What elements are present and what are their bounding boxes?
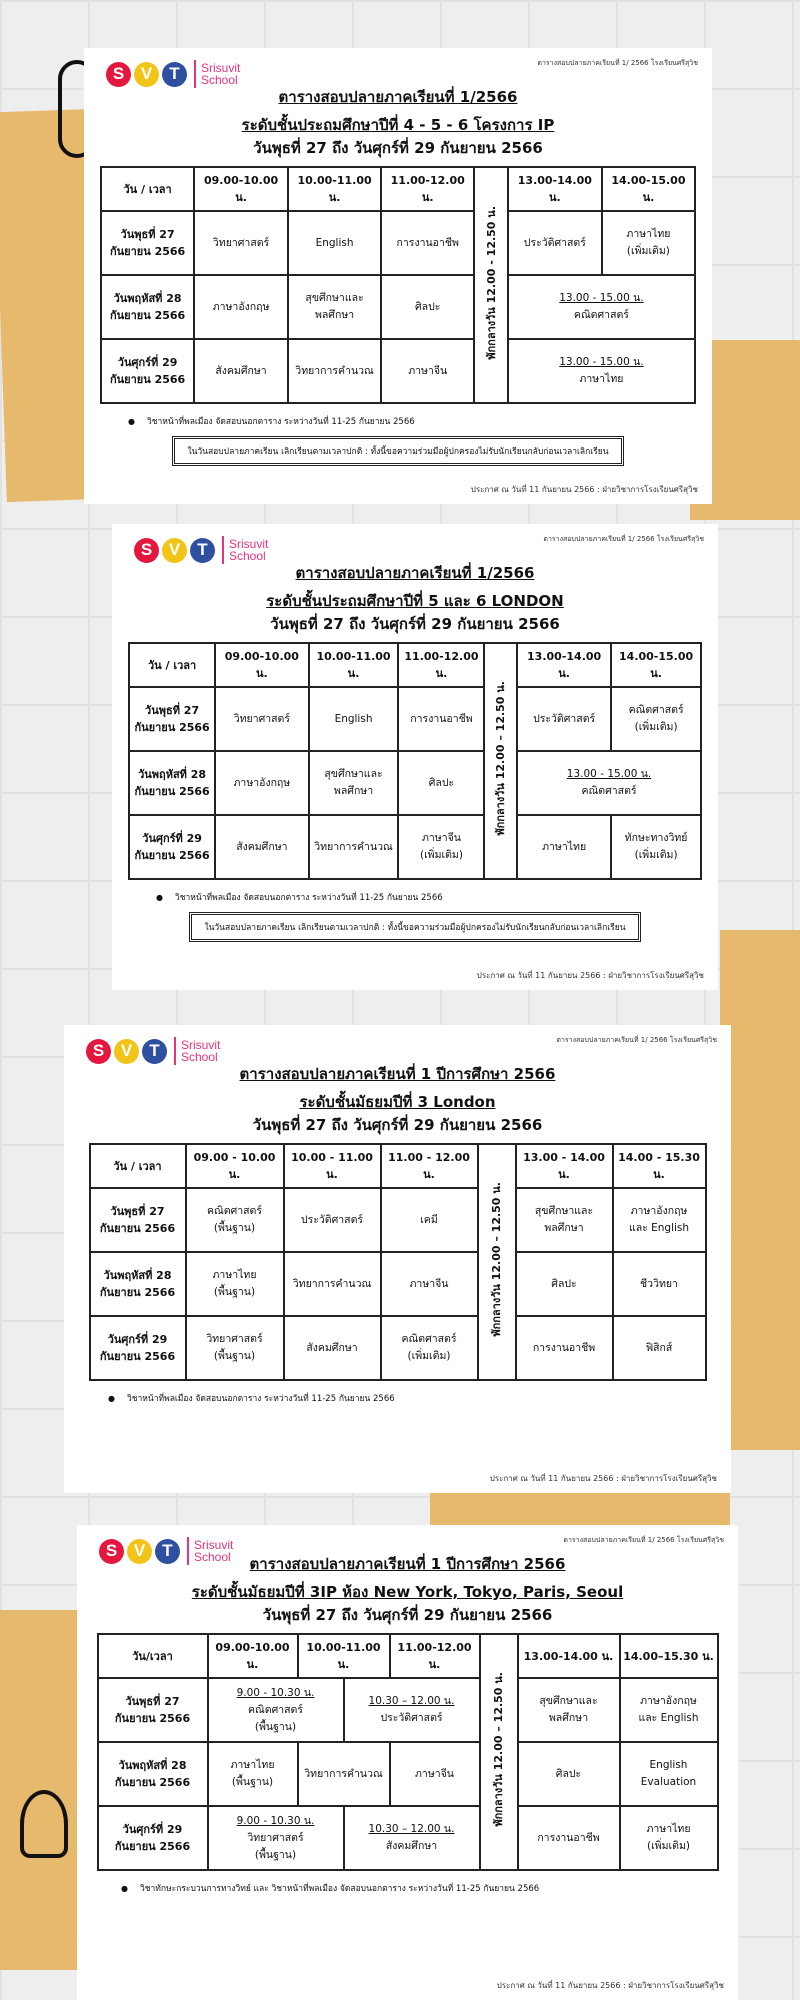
header-cell: 10.00 - 11.00 น. bbox=[284, 1144, 381, 1188]
table-row bbox=[98, 1678, 718, 1742]
subject-line: วิทยาการคำนวณ bbox=[295, 364, 374, 377]
header-cell: 10.00-11.00 น. bbox=[288, 167, 381, 211]
subject-cell bbox=[398, 815, 484, 879]
lunch-break-cell bbox=[480, 1634, 518, 1870]
exam-time: 10.30 – 12.00 น. bbox=[368, 1695, 455, 1707]
exam-time: 9.00 - 10.30 น. bbox=[236, 1814, 315, 1827]
subject-cell bbox=[611, 687, 701, 751]
subject-cell bbox=[516, 1252, 613, 1316]
subject-line: สุขศึกษาและ bbox=[324, 768, 383, 780]
subject-line: และ English bbox=[628, 1222, 690, 1234]
tape-decoration bbox=[720, 930, 800, 1450]
logo-letter: T bbox=[190, 538, 215, 563]
dismissal-notice: ในวันสอบปลายภาคเรียน เลิกเรียนตามเวลาปกติ : ทั้งนี้ขอความร่วมมือผู้ปกครองไม่รับนักเรียนกลับก่อนเวลาเลิกเรียน bbox=[189, 912, 640, 942]
header-cell: 10.00-11.00 น. bbox=[298, 1634, 390, 1678]
subject-line: คณิตศาสตร์ bbox=[628, 704, 684, 716]
subject-line: (เพิ่มเติม) bbox=[634, 849, 678, 861]
subject-cell bbox=[517, 751, 701, 815]
lunch-break-label: พักกลางวัน 12.00 – 12.50 น. bbox=[494, 681, 508, 836]
header-cell: 13.00-14.00 น. bbox=[517, 643, 611, 687]
logo-name-line2: School bbox=[194, 1550, 231, 1564]
schedule-card bbox=[112, 524, 718, 990]
subject-line: ทักษะทางวิทย์ bbox=[624, 832, 688, 844]
subject-cell bbox=[611, 815, 701, 879]
subject-cell bbox=[398, 751, 484, 815]
subject-cell bbox=[518, 1742, 620, 1806]
subject-line: (เพิ่มเติม) bbox=[407, 1350, 451, 1362]
subject-line: สังคมศึกษา bbox=[306, 1341, 358, 1354]
day-label-line: กันยายน 2566 bbox=[99, 1222, 176, 1235]
header-cell: 14.00-15.00 น. bbox=[602, 167, 695, 211]
day-cell bbox=[129, 687, 215, 751]
subject-cell bbox=[381, 275, 474, 339]
school-logo bbox=[106, 60, 240, 88]
subject-line: วิทยาการคำนวณ bbox=[292, 1277, 372, 1290]
table-header-row bbox=[98, 1634, 718, 1678]
logo-name bbox=[229, 538, 268, 562]
exam-time: 9.00 - 10.30 น. bbox=[236, 1686, 315, 1699]
header-cell: 11.00-12.00 น. bbox=[381, 167, 474, 211]
subject-cell bbox=[620, 1806, 718, 1870]
day-label-line: กันยายน 2566 bbox=[114, 1712, 191, 1725]
school-logo bbox=[99, 1537, 233, 1565]
subject-line: วิทยาศาสตร์ bbox=[212, 236, 270, 249]
schedule-card bbox=[84, 48, 712, 504]
school-logo bbox=[86, 1037, 220, 1065]
schedule-date-range: วันพุธที่ 27 ถึง วันศุกร์ที่ 29 กันยายน 2566 bbox=[252, 1116, 543, 1134]
subject-line: (พื้นฐาน) bbox=[254, 1720, 297, 1733]
header-caption: ตารางสอบปลายภาคเรียนที่ 1/ 2566 โรงเรียนศรีสุวิช bbox=[563, 1536, 724, 1544]
header-cell: วัน / เวลา bbox=[90, 1144, 186, 1188]
schedule-card bbox=[64, 1025, 731, 1493]
table-row bbox=[101, 339, 695, 403]
header-cell: 13.00-14.00 น. bbox=[508, 167, 602, 211]
subject-line: วิทยาศาสตร์ bbox=[233, 712, 291, 725]
exam-time: 13.00 - 15.00 น. bbox=[559, 356, 644, 368]
subject-line: สังคมศึกษา bbox=[385, 1840, 438, 1852]
day-cell bbox=[101, 339, 194, 403]
subject-cell bbox=[613, 1188, 706, 1252]
subject-line: คณิตศาสตร์ bbox=[206, 1205, 262, 1217]
subject-cell bbox=[284, 1316, 381, 1380]
subject-cell bbox=[186, 1316, 284, 1380]
table-header-row bbox=[101, 167, 695, 211]
subject-line: ภาษาจีน bbox=[408, 364, 448, 377]
subject-line: พลศึกษา bbox=[333, 785, 374, 797]
day-cell bbox=[98, 1806, 208, 1870]
subject-line: การงานอาชีพ bbox=[410, 712, 473, 725]
subject-cell bbox=[508, 275, 695, 339]
subject-cell bbox=[517, 815, 611, 879]
logo-name bbox=[181, 1039, 220, 1063]
day-label-line: กันยายน 2566 bbox=[134, 721, 210, 734]
exam-schedule-table bbox=[97, 1633, 719, 1871]
day-label-line: กันยายน 2566 bbox=[109, 245, 186, 258]
subject-cell bbox=[215, 815, 308, 879]
subject-line: และ English bbox=[638, 1712, 699, 1724]
logo-name-line1: Srisuvit bbox=[194, 1538, 234, 1552]
subject-line: ประวัติศาสตร์ bbox=[523, 236, 586, 249]
exam-time: 13.00 - 15.00 น. bbox=[566, 768, 652, 780]
subject-cell bbox=[381, 211, 474, 275]
lunch-break-cell bbox=[474, 167, 508, 403]
schedule-date-range: วันพุธที่ 27 ถึง วันศุกร์ที่ 29 กันยายน 2566 bbox=[262, 1606, 553, 1624]
subject-line: ภาษาจีน bbox=[421, 832, 461, 844]
subject-line: การงานอาชีพ bbox=[396, 236, 459, 249]
header-cell: 11.00 - 12.00 น. bbox=[381, 1144, 478, 1188]
day-cell bbox=[90, 1316, 186, 1380]
lunch-break-label: พักกลางวัน 12.00 – 12.50 น. bbox=[490, 1182, 503, 1337]
exam-note: ● วิชาหน้าที่พลเมือง จัดสอบนอกตาราง ระหว่างวันที่ 11-25 กันยายน 2566 bbox=[156, 890, 702, 904]
subject-cell bbox=[208, 1678, 344, 1742]
subject-line: ศิลปะ bbox=[551, 1277, 577, 1290]
subject-cell bbox=[516, 1188, 613, 1252]
exam-note: ● วิชาทักษะกระบวนการทางวิทย์ และ วิชาหน้าที่พลเมือง จัดสอบนอกตาราง ระหว่างวันที่ 11-25 กันยายน 2566 bbox=[121, 1881, 722, 1895]
subject-cell bbox=[398, 687, 484, 751]
day-cell bbox=[90, 1252, 186, 1316]
schedule-title: ตารางสอบปลายภาคเรียนที่ 1/2566 bbox=[278, 88, 518, 106]
subject-line: (เพิ่มเติม) bbox=[419, 849, 463, 861]
table-row bbox=[101, 211, 695, 275]
header-cell: 09.00-10.00 น. bbox=[208, 1634, 298, 1678]
logo-name-line2: School bbox=[201, 73, 238, 87]
header-cell: 14.00–15.30 น. bbox=[620, 1634, 718, 1678]
subject-line: วิทยาศาสตร์ bbox=[206, 1333, 263, 1345]
day-label-line: วันพฤหัสที่ 28 bbox=[118, 1759, 187, 1772]
exam-time: 10.30 – 12.00 น. bbox=[368, 1823, 455, 1835]
subject-line: ประวัติศาสตร์ bbox=[300, 1213, 364, 1226]
day-label-line: วันพุธที่ 27 bbox=[110, 1205, 165, 1218]
subject-line: ประวัติศาสตร์ bbox=[533, 712, 596, 725]
table-row bbox=[90, 1188, 706, 1252]
logo-divider bbox=[187, 1537, 189, 1565]
schedule-subtitle: ระดับชั้นมัธยมปีที่ 3 London bbox=[299, 1093, 496, 1111]
day-cell bbox=[101, 211, 194, 275]
subject-line: (พื้นฐาน) bbox=[213, 1350, 256, 1362]
day-cell bbox=[129, 815, 215, 879]
subject-line: English bbox=[315, 236, 354, 249]
subject-line: สังคมศึกษา bbox=[215, 364, 267, 377]
logo-letter: S bbox=[106, 62, 131, 87]
lunch-break-cell bbox=[478, 1144, 516, 1380]
logo-divider bbox=[194, 60, 196, 88]
subject-line: คณิตศาสตร์ bbox=[247, 1703, 303, 1716]
schedule-date-range: วันพุธที่ 27 ถึง วันศุกร์ที่ 29 กันยายน 2566 bbox=[270, 615, 560, 633]
subject-cell bbox=[309, 815, 399, 879]
header-cell: 14.00 - 15.30 น. bbox=[613, 1144, 706, 1188]
logo-letter: T bbox=[155, 1539, 180, 1564]
schedule-date-range: วันพุธที่ 27 ถึง วันศุกร์ที่ 29 กันยายน 2566 bbox=[253, 139, 543, 157]
subject-line: วิทยาการคำนวณ bbox=[304, 1767, 383, 1780]
schedule-title: ตารางสอบปลายภาคเรียนที่ 1/2566 bbox=[295, 564, 535, 582]
header-cell: 11.00-12.00 น. bbox=[398, 643, 484, 687]
subject-line: (พื้นฐาน) bbox=[213, 1222, 256, 1234]
day-label-line: วันศุกร์ที่ 29 bbox=[122, 1823, 183, 1836]
subject-cell bbox=[508, 211, 602, 275]
exam-note: ● วิชาหน้าที่พลเมือง จัดสอบนอกตาราง ระหว่างวันที่ 11-25 กันยายน 2566 bbox=[108, 1391, 715, 1405]
schedule-title: ตารางสอบปลายภาคเรียนที่ 1 ปีการศึกษา 2566 bbox=[249, 1555, 566, 1573]
subject-cell bbox=[194, 275, 288, 339]
subject-cell bbox=[288, 275, 381, 339]
logo-name-line1: Srisuvit bbox=[201, 61, 241, 75]
subject-line: ประวัติศาสตร์ bbox=[380, 1712, 443, 1724]
lunch-break-label: พักกลางวัน 12.00 – 12.50 น. bbox=[492, 1672, 505, 1827]
header-cell: 10.00-11.00 น. bbox=[309, 643, 399, 687]
subject-line: ภาษาไทย bbox=[646, 1823, 691, 1835]
subject-line: ศิลปะ bbox=[555, 1767, 582, 1780]
logo-name-line2: School bbox=[181, 1050, 218, 1064]
table-row bbox=[129, 751, 701, 815]
subject-cell bbox=[208, 1742, 298, 1806]
subject-cell bbox=[508, 339, 695, 403]
subject-line: วิทยาการคำนวณ bbox=[314, 840, 393, 853]
day-label-line: กันยายน 2566 bbox=[109, 309, 186, 322]
subject-line: พลศึกษา bbox=[544, 1222, 584, 1234]
subject-line: ภาษาไทย bbox=[230, 1759, 275, 1771]
day-cell bbox=[101, 275, 194, 339]
subject-line: ภาษาไทย bbox=[626, 228, 671, 240]
exam-schedule-table bbox=[100, 166, 696, 404]
subject-cell bbox=[613, 1316, 706, 1380]
subject-line: (พื้นฐาน) bbox=[254, 1848, 297, 1861]
day-label-line: กันยายน 2566 bbox=[114, 1776, 191, 1789]
logo-letter: T bbox=[142, 1039, 167, 1064]
subject-line: ภาษาจีน bbox=[415, 1767, 454, 1780]
announcement-footer: ประกาศ ณ วันที่ 11 กันยายน 2566 : ฝ่ายวิชาการโรงเรียนศรีสุวิช bbox=[489, 1474, 717, 1483]
subject-line: พลศึกษา bbox=[314, 309, 355, 321]
subject-cell bbox=[381, 339, 474, 403]
day-label-line: กันยายน 2566 bbox=[99, 1350, 176, 1363]
subject-line: ฟิสิกส์ bbox=[645, 1341, 673, 1354]
subject-cell bbox=[215, 687, 308, 751]
subject-cell bbox=[381, 1252, 478, 1316]
logo-letter: T bbox=[162, 62, 187, 87]
subject-cell bbox=[344, 1678, 480, 1742]
subject-line: ชีววิทยา bbox=[640, 1277, 678, 1290]
subject-line: ภาษาอังกฤษ bbox=[640, 1695, 697, 1707]
subject-cell bbox=[186, 1188, 284, 1252]
table-row bbox=[98, 1806, 718, 1870]
subject-line: พลศึกษา bbox=[548, 1712, 589, 1724]
header-caption: ตารางสอบปลายภาคเรียนที่ 1/ 2566 โรงเรียนศรีสุวิช bbox=[556, 1036, 717, 1044]
table-row bbox=[129, 687, 701, 751]
schedule-subtitle: ระดับชั้นประถมศึกษาปีที่ 4 - 5 - 6 โครงการ IP bbox=[241, 116, 555, 134]
table-header-row bbox=[90, 1144, 706, 1188]
subject-cell bbox=[194, 211, 288, 275]
table-row bbox=[129, 815, 701, 879]
header-cell: 14.00-15.00 น. bbox=[611, 643, 701, 687]
subject-cell bbox=[518, 1806, 620, 1870]
subject-cell bbox=[602, 211, 695, 275]
subject-line: การงานอาชีพ bbox=[532, 1341, 596, 1354]
logo-letter: S bbox=[99, 1539, 124, 1564]
subject-cell bbox=[284, 1252, 381, 1316]
header-cell: วัน / เวลา bbox=[129, 643, 215, 687]
subject-cell bbox=[215, 751, 308, 815]
day-label-line: วันพุธที่ 27 bbox=[120, 228, 175, 241]
subject-cell bbox=[309, 751, 399, 815]
header-cell: วัน/เวลา bbox=[98, 1634, 208, 1678]
day-label-line: วันศุกร์ที่ 29 bbox=[117, 356, 178, 369]
logo-letter: V bbox=[134, 62, 159, 87]
table-row bbox=[98, 1742, 718, 1806]
subject-line: English bbox=[334, 712, 373, 725]
announcement-footer: ประกาศ ณ วันที่ 11 กันยายน 2566 : ฝ่ายวิชาการโรงเรียนศรีสุวิช bbox=[476, 971, 704, 980]
subject-cell bbox=[381, 1188, 478, 1252]
subject-line: (พื้นฐาน) bbox=[213, 1286, 256, 1298]
school-logo bbox=[134, 536, 268, 564]
subject-cell bbox=[194, 339, 288, 403]
schedule-title: ตารางสอบปลายภาคเรียนที่ 1 ปีการศึกษา 2566 bbox=[239, 1065, 556, 1083]
schedule-card bbox=[77, 1525, 738, 2000]
subject-line: Evaluation bbox=[640, 1776, 697, 1788]
subject-line: สังคมศึกษา bbox=[236, 840, 288, 853]
subject-line: ศิลปะ bbox=[428, 776, 455, 789]
subject-line: สุขศึกษาและ bbox=[534, 1205, 594, 1217]
logo-name bbox=[194, 1539, 233, 1563]
header-cell: 09.00-10.00 น. bbox=[194, 167, 288, 211]
subject-line: (พื้นฐาน) bbox=[231, 1776, 274, 1788]
subject-line: เคมี bbox=[420, 1213, 438, 1226]
subject-cell bbox=[186, 1252, 284, 1316]
subject-line: ภาษาไทย bbox=[579, 373, 624, 385]
subject-line: ภาษาไทย bbox=[542, 840, 587, 853]
logo-name-line1: Srisuvit bbox=[229, 537, 269, 551]
day-label-line: วันพุธที่ 27 bbox=[125, 1695, 180, 1708]
subject-line: ศิลปะ bbox=[415, 300, 441, 313]
subject-cell bbox=[620, 1678, 718, 1742]
dismissal-notice: ในวันสอบปลายภาคเรียน เลิกเรียนตามเวลาปกติ : ทั้งนี้ขอความร่วมมือผู้ปกครองไม่รับนักเรียนกลับก่อนเวลาเลิกเรียน bbox=[172, 436, 623, 466]
table-row bbox=[90, 1252, 706, 1316]
day-cell bbox=[98, 1742, 208, 1806]
logo-name bbox=[201, 62, 240, 86]
subject-cell bbox=[344, 1806, 480, 1870]
subject-line: สุขศึกษาและ bbox=[305, 292, 364, 304]
subject-cell bbox=[518, 1678, 620, 1742]
day-label-line: กันยายน 2566 bbox=[114, 1840, 191, 1853]
day-cell bbox=[90, 1188, 186, 1252]
subject-line: English bbox=[649, 1759, 688, 1771]
subject-cell bbox=[516, 1316, 613, 1380]
exam-schedule-table bbox=[89, 1143, 707, 1381]
subject-line: ภาษาอังกฤษ bbox=[630, 1205, 688, 1217]
day-label-line: วันพฤหัสที่ 28 bbox=[113, 292, 182, 305]
logo-letter: S bbox=[86, 1039, 111, 1064]
table-header-row bbox=[129, 643, 701, 687]
header-cell: 13.00 - 14.00 น. bbox=[516, 1144, 613, 1188]
announcement-footer: ประกาศ ณ วันที่ 11 กันยายน 2566 : ฝ่ายวิชาการโรงเรียนศรีสุวิช bbox=[496, 1981, 724, 1990]
subject-line: คณิตศาสตร์ bbox=[581, 785, 637, 797]
subject-cell bbox=[309, 687, 399, 751]
subject-line: (เพิ่มเติม) bbox=[626, 245, 670, 257]
schedule-subtitle: ระดับชั้นมัธยมปีที่ 3IP ห้อง New York, Tokyo, Paris, Seoul bbox=[191, 1583, 624, 1601]
day-label-line: วันศุกร์ที่ 29 bbox=[107, 1333, 168, 1346]
schedule-subtitle: ระดับชั้นประถมศึกษาปีที่ 5 และ 6 LONDON bbox=[266, 592, 564, 610]
day-label-line: วันพฤหัสที่ 28 bbox=[103, 1269, 172, 1282]
header-cell: 09.00 - 10.00 น. bbox=[186, 1144, 284, 1188]
logo-letter: V bbox=[127, 1539, 152, 1564]
exam-note: ● วิชาหน้าที่พลเมือง จัดสอบนอกตาราง ระหว่างวันที่ 11-25 กันยายน 2566 bbox=[128, 414, 696, 428]
subject-line: คณิตศาสตร์ bbox=[401, 1333, 457, 1345]
subject-line: วิทยาศาสตร์ bbox=[247, 1831, 304, 1844]
subject-line: คณิตศาสตร์ bbox=[573, 309, 629, 321]
subject-line: (เพิ่มเติม) bbox=[634, 721, 678, 733]
logo-letter: V bbox=[162, 538, 187, 563]
day-label-line: วันศุกร์ที่ 29 bbox=[142, 832, 202, 845]
logo-letter: S bbox=[134, 538, 159, 563]
subject-cell bbox=[288, 211, 381, 275]
lunch-break-cell bbox=[484, 643, 517, 879]
lunch-break-label: พักกลางวัน 12.00 - 12.50 น. bbox=[484, 205, 498, 360]
header-caption: ตารางสอบปลายภาคเรียนที่ 1/ 2566 โรงเรียนศรีสุวิช bbox=[543, 535, 704, 543]
subject-cell bbox=[381, 1316, 478, 1380]
subject-line: ภาษาจีน bbox=[409, 1277, 449, 1290]
logo-letter: V bbox=[114, 1039, 139, 1064]
subject-line: ภาษาอังกฤษ bbox=[212, 300, 270, 313]
table-row bbox=[101, 275, 695, 339]
logo-name-line2: School bbox=[229, 549, 266, 563]
subject-cell bbox=[284, 1188, 381, 1252]
day-label-line: กันยายน 2566 bbox=[134, 785, 210, 798]
day-label-line: กันยายน 2566 bbox=[99, 1286, 176, 1299]
header-cell: 11.00-12.00 น. bbox=[390, 1634, 480, 1678]
header-caption: ตารางสอบปลายภาคเรียนที่ 1/ 2566 โรงเรียนศรีสุวิช bbox=[537, 59, 698, 67]
day-label-line: กันยายน 2566 bbox=[134, 849, 210, 862]
subject-cell bbox=[620, 1742, 718, 1806]
subject-line: (เพิ่มเติม) bbox=[647, 1840, 690, 1852]
day-cell bbox=[98, 1678, 208, 1742]
subject-cell bbox=[517, 687, 611, 751]
subject-cell bbox=[288, 339, 381, 403]
subject-cell bbox=[390, 1742, 480, 1806]
announcement-footer: ประกาศ ณ วันที่ 11 กันยายน 2566 : ฝ่ายวิชาการโรงเรียนศรีสุวิช bbox=[470, 485, 698, 494]
subject-cell bbox=[298, 1742, 390, 1806]
table-row bbox=[90, 1316, 706, 1380]
subject-line: สุขศึกษาและ bbox=[539, 1695, 598, 1707]
header-cell: 13.00-14.00 น. bbox=[518, 1634, 620, 1678]
header-cell: 09.00-10.00 น. bbox=[215, 643, 308, 687]
subject-line: ภาษาอังกฤษ bbox=[233, 776, 291, 789]
exam-time: 13.00 - 15.00 น. bbox=[559, 292, 644, 304]
subject-line: การงานอาชีพ bbox=[537, 1831, 600, 1844]
header-cell: วัน / เวลา bbox=[101, 167, 194, 211]
day-cell bbox=[129, 751, 215, 815]
logo-divider bbox=[174, 1037, 176, 1065]
exam-schedule-table bbox=[128, 642, 702, 880]
logo-divider bbox=[222, 536, 224, 564]
subject-line: ภาษาไทย bbox=[212, 1269, 257, 1281]
heart-doodle bbox=[20, 1790, 68, 1858]
subject-cell bbox=[208, 1806, 344, 1870]
subject-cell bbox=[613, 1252, 706, 1316]
logo-name-line1: Srisuvit bbox=[181, 1038, 221, 1052]
day-label-line: วันพุธที่ 27 bbox=[145, 704, 200, 717]
day-label-line: กันยายน 2566 bbox=[109, 373, 186, 386]
day-label-line: วันพฤหัสที่ 28 bbox=[138, 768, 207, 781]
